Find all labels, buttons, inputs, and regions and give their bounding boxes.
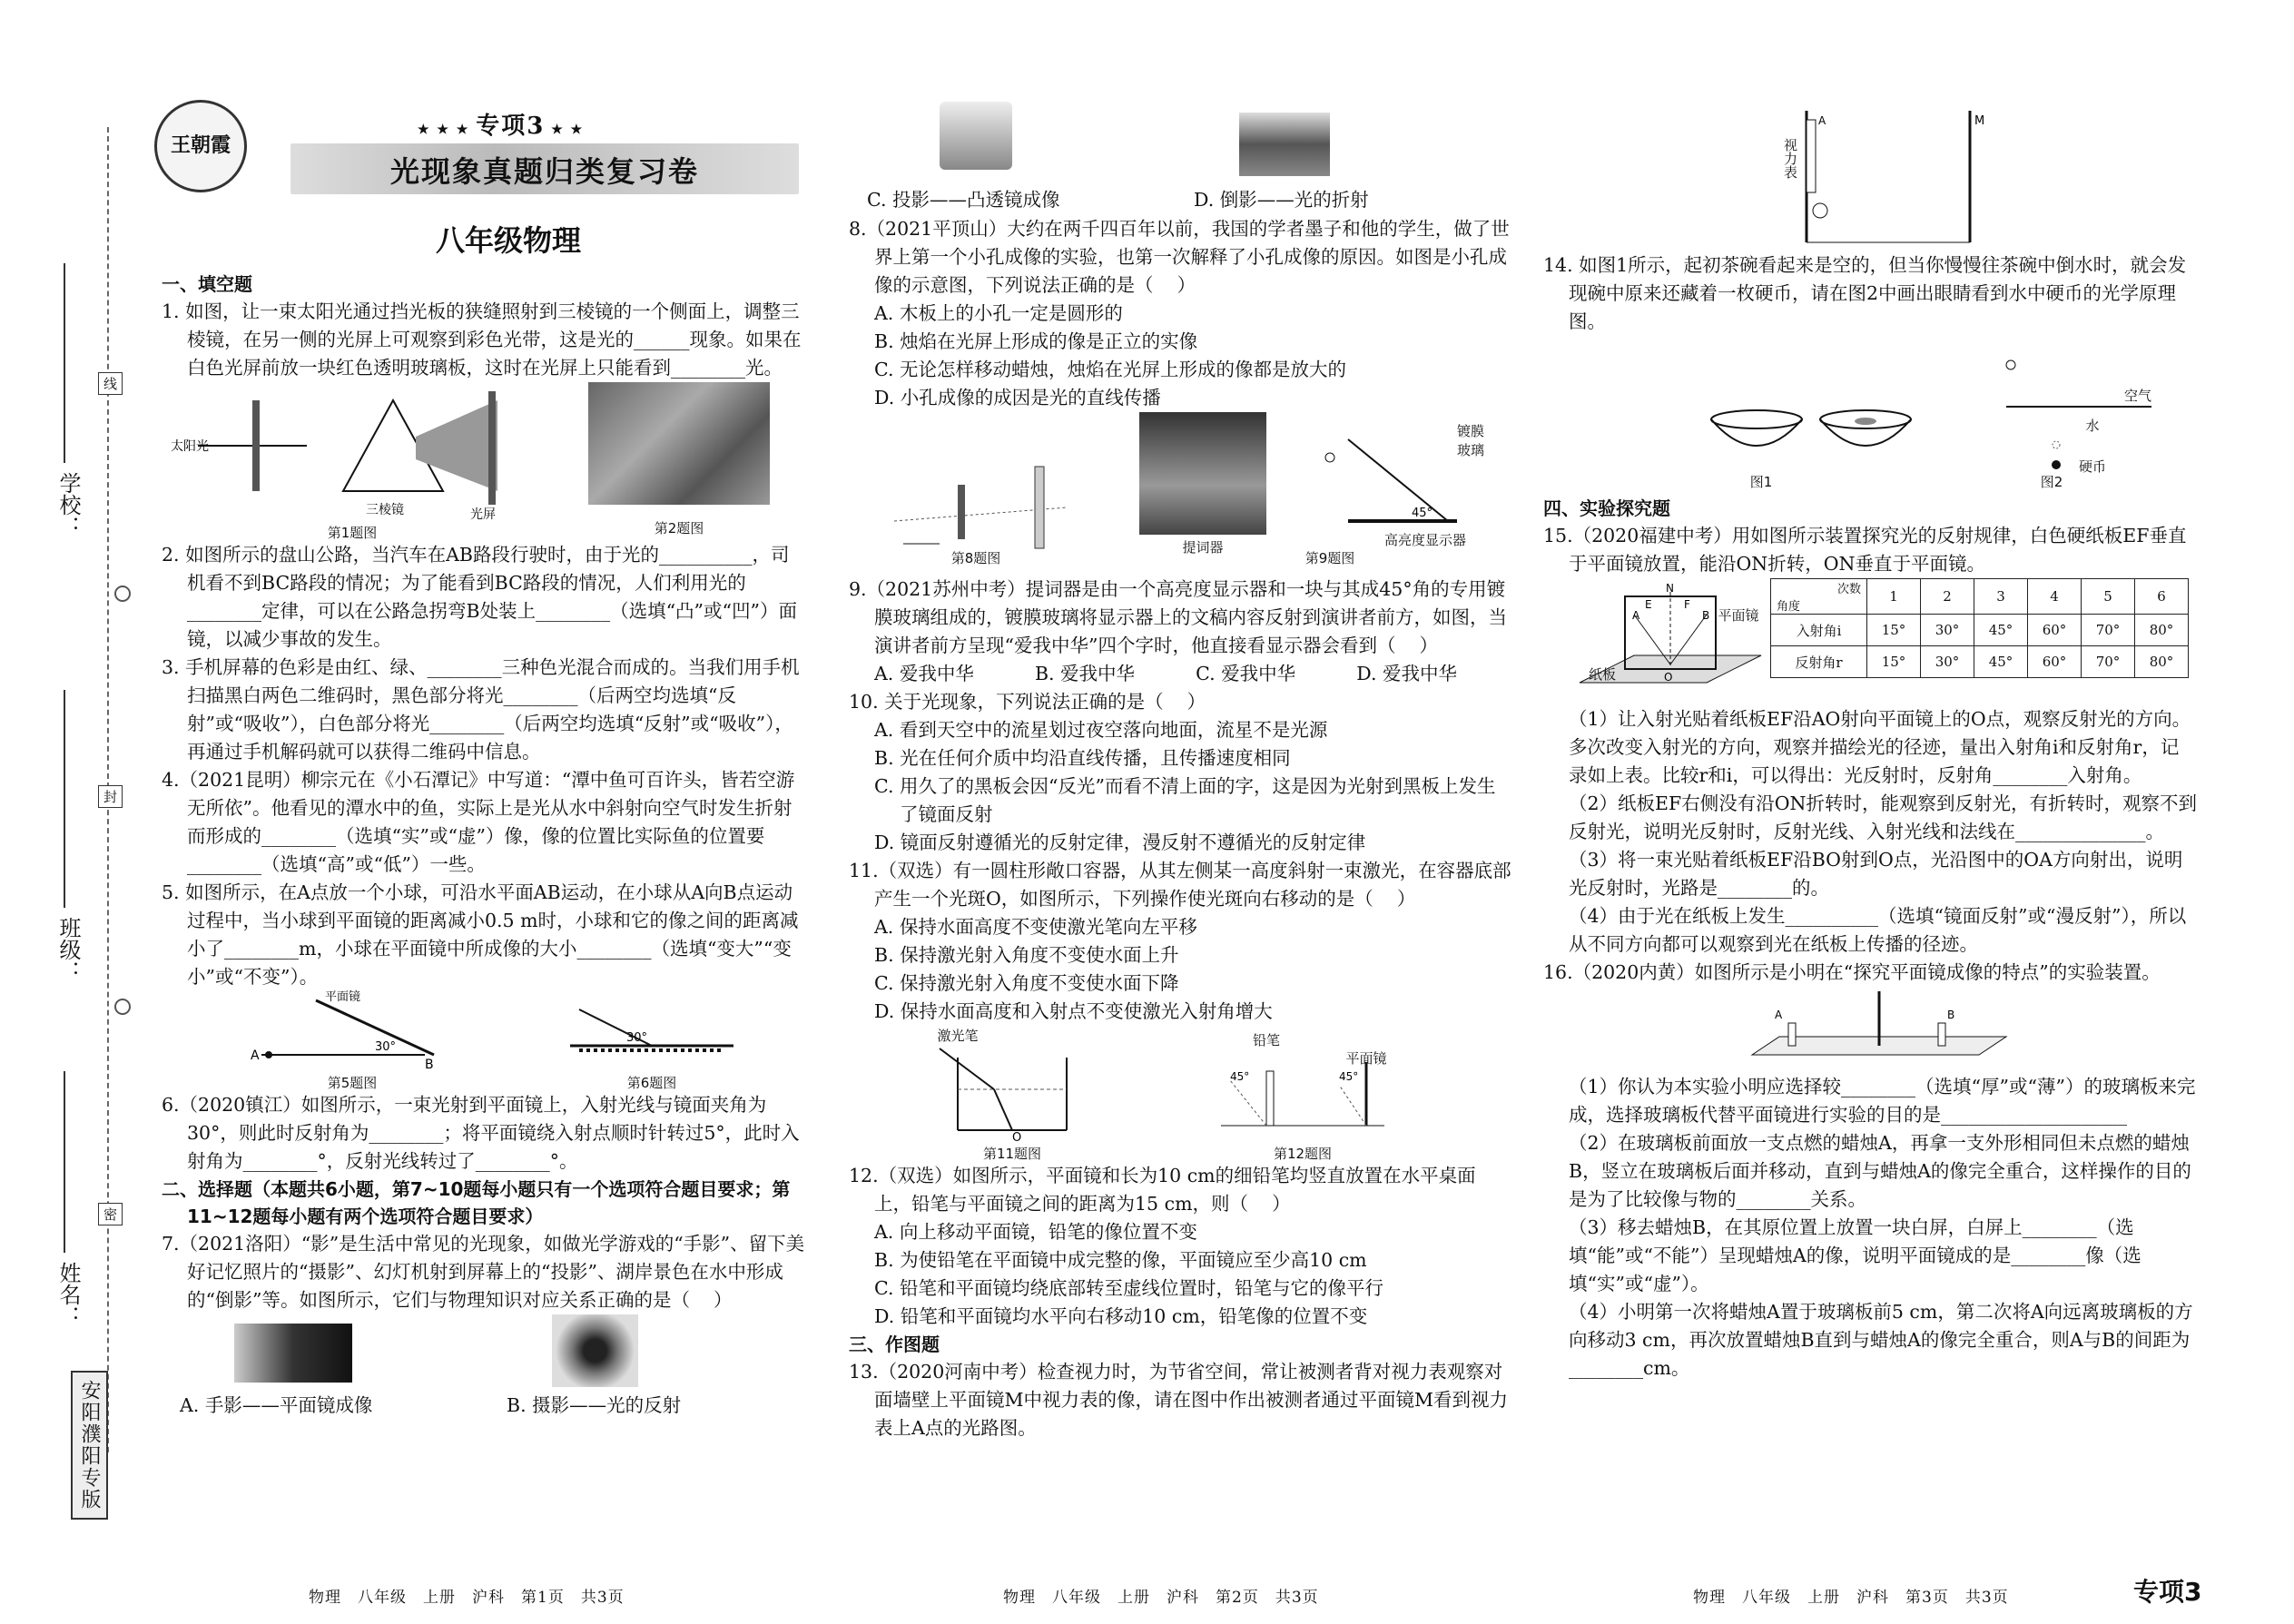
svg-text:45°: 45° (1339, 1070, 1359, 1083)
svg-text:B: B (425, 1058, 434, 1072)
figures-11-12 (849, 1026, 1511, 1162)
bowl-figure-1 (1707, 408, 1807, 463)
seal-mid: 封 (98, 785, 123, 808)
column-1 (162, 271, 806, 1423)
q7-option-a: A. 手影——平面镜成像 (180, 1394, 373, 1416)
figures-bowls (1543, 336, 2197, 495)
mirror-angle-diagram (561, 1000, 743, 1073)
svg-text:B: B (1947, 1009, 1955, 1021)
svg-text:A: A (1775, 1009, 1783, 1021)
question-8: 8.（2021平顶山）大约在两千四百年以前，我国的学者墨子和他的学生，做了世界上第一个小孔成像的实验，也第一次解释了小孔成像的原因。如图是小孔成像的示意图，下列说法正确的是（ ） (849, 218, 1510, 296)
q8-option-a: A. 木板上的小孔一定是圆形的 (874, 302, 1123, 324)
label-air: 空气 (2123, 388, 2151, 404)
svg-text:A: A (1818, 114, 1826, 127)
svg-text:45°: 45° (1412, 507, 1433, 520)
q9-option-d: D. 爱我中华 (1356, 663, 1457, 684)
question-14: 14. 如图1所示，起初茶碗看起来是空的，但当你慢慢往茶碗中倒水时，就会发现碗中原来还藏着一枚硬币，请在图2中画出眼睛看到水中硬币的光学原理图。 (1543, 254, 2187, 332)
svg-text:A: A (1632, 609, 1640, 622)
table-col-header: 1 (1867, 579, 1921, 615)
label-mirror: 平面镜 (325, 990, 361, 1004)
header (145, 91, 799, 263)
label-screen: 光屏 (470, 507, 496, 522)
table-cell: 80° (2135, 646, 2189, 678)
fig2-bowl-caption: 图2 (2040, 474, 2063, 490)
fig2-caption: 第2题图 (654, 520, 704, 536)
question-16-3: （3）移去蜡烛B，在其原位置上放置一块白屏，白屏上________（选填“能”或“不能”）呈现蜡烛A的像，说明平面镜成的是________像（选填“实”或“虚”）。 (1569, 1216, 2141, 1294)
q7-options-ab (162, 1314, 806, 1423)
question-11: 11.（双选）有一圆柱形敞口容器，从其左侧某一高度斜射一束激光，在容器底部产生一个光斑O，如图所示，下列操作使光斑向右移动的是（ ） (849, 860, 1511, 910)
eye-chart-diagram (1770, 102, 2006, 251)
question-15-4: （4）由于光在纸板上发生__________（选填“镜面反射”或“漫反射”），所以从不同方向都可以观察到光在纸板上传播的径迹。 (1569, 905, 2187, 955)
mirror-ball-diagram (234, 991, 461, 1073)
label-water: 水 (2085, 418, 2100, 434)
page-title: 光现象真题归类复习卷 (389, 154, 699, 189)
binding-hole-2 (114, 999, 131, 1015)
section-experiment: 四、实验探究题 (1543, 497, 1670, 519)
svg-text:O: O (1012, 1131, 1022, 1145)
prompter-photo (1139, 412, 1266, 535)
question-9: 9.（2021苏州中考）提词器是由一个高亮度显示器和一块与其成45°角的专用镀膜玻璃组成的，镀膜玻璃将显示器上的文稿内容反射到演讲者前方，如图，当演讲者前方呈现“爱我中华”四个字时，他直接看显示器会看到（ ） (849, 578, 1507, 656)
table-cell: 30° (1921, 646, 1974, 678)
table-cell: 15° (1867, 615, 1921, 646)
table-row (1771, 646, 2189, 678)
q8-option-b: B. 烛焰在光屏上形成的像是正立的实像 (874, 330, 1198, 352)
label-pencil: 铅笔 (1252, 1032, 1280, 1048)
question-15-3: （3）将一束光贴着纸板EF沿BO射到O点，光沿图中的OA方向射出，说明光反射时，光路是________的。 (1569, 849, 2183, 899)
table-row (1771, 615, 2189, 646)
name-label: 姓名： (55, 1262, 81, 1327)
q9-options (849, 660, 1511, 688)
q11-option-b: B. 保持激光射入角度不变使水面上升 (874, 944, 1179, 966)
prism-diagram (171, 382, 497, 522)
table-cell: 30° (1921, 615, 1974, 646)
label-card: 纸板 (1588, 666, 1616, 683)
badge-label: 专项3 (476, 113, 546, 140)
mountain-road-photo (588, 382, 770, 505)
q11-option-c: C. 保持激光射入角度不变使水面下降 (874, 972, 1179, 994)
footer-page-1: 物理 八年级 上册 沪科 第1页 共3页 (309, 1589, 625, 1607)
footer-page-3: 物理 八年级 上册 沪科 第3页 共3页 (1693, 1589, 2009, 1607)
q12-option-a: A. 向上移动平面镜，铅笔的像位置不变 (874, 1221, 1197, 1243)
footer-page-2: 物理 八年级 上册 沪科 第2页 共3页 (1003, 1589, 1319, 1607)
q7-option-d: D. 倒影——光的折射 (1194, 189, 1369, 211)
candle-apparatus (1743, 987, 2015, 1068)
table-cell: 80° (2135, 615, 2189, 646)
question-1: 1. 如图，让一束太阳光通过挡光板的狭缝照射到三棱镜的一个侧面上，调整三棱镜，在另一侧的光屏上可观察到彩色光带，这是光的______现象。如果在白色光屏前放一块红色透明玻璃板，这时在光屏上只能看到________光。 (162, 300, 802, 379)
svg-text:O: O (1664, 671, 1673, 684)
bowl-figure-2 (1816, 408, 1915, 463)
question-16-2: （2）在玻璃板前面放一支点燃的蜡烛A，再拿一支外形相同但未点燃的蜡烛B，竖立在玻璃板后面并移动，直到与蜡烛A的像完全重合，这样操作的目的是为了比较像与物的________关系。 (1569, 1132, 2191, 1210)
logo-text: 王朝霞 (170, 133, 231, 157)
fig1-caption: 第1题图 (327, 525, 378, 541)
footer-tag: 专项3 (2133, 1577, 2202, 1607)
question-2: 2. 如图所示的盘山公路，当汽车在AB路段行驶时，由于光的__________，司机看不到BC路段的情况；为了能看到BC路段的情况，人们利用光的________定律，可以在公路急拐弯B处装上________（选填“凸”或“凹”）面镜，以减少事故的发生。 (162, 544, 797, 650)
label-prompter: 提词器 (1182, 539, 1224, 556)
table-cell: 45° (1974, 615, 2028, 646)
svg-text:M: M (1974, 114, 1985, 128)
seal-top: 线 (98, 372, 123, 395)
edition-box: 安阳濮阳专版 (71, 1371, 108, 1520)
section-drawing: 三、作图题 (849, 1334, 940, 1355)
label-display: 高亮度显示器 (1383, 532, 1466, 548)
svg-text:F: F (1684, 598, 1690, 611)
class-label: 班级： (55, 917, 81, 982)
figures-1-2 (162, 382, 806, 541)
label-prism: 三棱镜 (366, 503, 404, 517)
question-4: 4.（2021昆明）柳宗元在《小石潭记》中写道：“潭中鱼可百许头，皆若空游无所依”。他看见的潭水中的鱼，实际上是光从水中斜射向空气时发生折射而形成的________（选填“实”或“虚”）像，像的位置比实际鱼的位置要________（选填“高”或“低”）一些。 (162, 769, 795, 875)
question-16-4: （4）小明第一次将蜡烛A置于玻璃板前5 cm，第二次将A向远离玻璃板的方向移动3 cm，再次放置蜡烛B直到与蜡烛A的像完全重合，则A与B的间距为________cm。 (1569, 1301, 2193, 1379)
reflection-setup (1543, 578, 2197, 705)
fig5-caption: 第5题图 (327, 1075, 378, 1091)
question-16-1: （1）你认为本实验小明应选择较________（选填“厚”或“薄”）的玻璃板来完成，选择玻璃板代替平面镜进行实验的目的是____________________ (1569, 1076, 2196, 1126)
table-cell: 70° (2082, 615, 2135, 646)
label-coin: 硬币 (2078, 458, 2106, 475)
q9-option-c: C. 爱我中华 (1196, 663, 1296, 684)
svg-text:30°: 30° (626, 1031, 648, 1045)
question-15-2: （2）纸板EF右侧没有沿ON折转时，能观察到反射光，有折转时，观察不到反射光，说明光反射时，反射光线、入射光线和法线在______________。 (1569, 792, 2197, 842)
q11-option-d: D. 保持水面高度和入射点不变使激光入射角增大 (874, 1000, 1273, 1022)
pinhole-diagram (885, 458, 1076, 557)
table-col-header: 5 (2082, 579, 2135, 615)
table-cell: 15° (1867, 646, 1921, 678)
eye-chart-figure (1543, 102, 2197, 251)
candle-setup (1543, 987, 2197, 1073)
badge-stars-right: ★ ★ (545, 123, 585, 137)
table-col-header: 3 (1974, 579, 2028, 615)
label-mirror-15: 平面镜 (1718, 607, 1759, 624)
hand-shadow-photo (234, 1324, 352, 1383)
seal-bottom: 密 (98, 1203, 123, 1225)
question-7: 7.（2021洛阳）“影”是生活中常见的光现象，如做光学游戏的“手影”、留下美好记忆照片的“摄影”、幻灯机射到屏幕上的“投影”、湖岸景色在水中形成的“倒影”等。如图所示，它们与物理知识对应关系正确的是（ ） (162, 1233, 805, 1311)
school-label: 学校： (55, 472, 81, 537)
refraction-figure (1988, 354, 2151, 472)
badge-stars-left: ★ ★ ★ (418, 123, 477, 137)
lake-reflection-photo (1239, 113, 1330, 176)
q8-option-c: C. 无论怎样移动蜡烛，烛焰在光屏上形成的像都是放大的 (874, 359, 1346, 380)
svg-text:B: B (1702, 609, 1710, 622)
row-label: 反射角r (1771, 646, 1867, 678)
label-eye-chart: 视力表 (1782, 138, 1798, 179)
q11-option-a: A. 保持水面高度不变使激光笔向左平移 (874, 916, 1197, 938)
label-coated-glass: 镀膜玻璃 (1456, 423, 1484, 458)
table-cell: 60° (2028, 646, 2082, 678)
table-corner (1771, 579, 1867, 615)
corner-top: 次数 (1836, 583, 1861, 596)
q12-option-b: B. 为使铅笔在平面镜中成完整的像，平面镜应至少高10 cm (874, 1249, 1367, 1271)
svg-text:45°: 45° (1230, 1070, 1250, 1083)
question-13: 13.（2020河南中考）检查视力时，为节省空间，常让被测者背对视力表观察对面墙壁上平面镜M中视力表的像，请在图中作出被测者通过平面镜M看到视力表上A点的光路图。 (849, 1361, 1508, 1439)
q10-option-c: C. 用久了的黑板会因“反光”而看不清上面的字，这是因为光射到黑板上发生了镜面反射 (874, 775, 1496, 825)
class-line (64, 690, 65, 908)
svg-text:N: N (1666, 582, 1674, 595)
question-3: 3. 手机屏幕的色彩是由红、绿、________三种色光混合而成的。当我们用手机扫描黑白两色二维码时，黑色部分将光________（后两空均选填“反射”或“吸收”），白色部分将光________（后两空均选填“反射”或“吸收”），再通过手机解码就可以获得二维码中信息。 (162, 656, 800, 763)
q9-option-a: A. 爱我中华 (874, 663, 974, 684)
label-sun: 太阳光 (171, 439, 209, 454)
fig8-caption: 第8题图 (950, 550, 1001, 566)
svg-text:E: E (1645, 598, 1652, 611)
q7-option-c: C. 投影——凸透镜成像 (867, 189, 1060, 211)
question-15: 15.（2020福建中考）用如图所示装置探究光的反射规律，白色硬纸板EF垂直于平面镜放置，能沿ON折转，ON垂直于平面镜。 (1543, 525, 2187, 575)
q7-option-b: B. 摄影——光的反射 (507, 1394, 682, 1416)
q7-options-cd (849, 102, 1511, 215)
fig9-caption: 第9题图 (1305, 550, 1355, 566)
question-16: 16.（2020内黄）如图所示是小明在“探究平面镜成像的特点”的实验装置。 (1543, 961, 2161, 983)
fig11-caption: 第11题图 (982, 1146, 1042, 1162)
logo (154, 100, 247, 192)
q10-option-d: D. 镜面反射遵循光的反射定律，漫反射不遵循光的反射定律 (874, 832, 1366, 853)
table-cell: 45° (1974, 646, 2028, 678)
question-6: 6.（2020镇江）如图所示，一束光射到平面镜上，入射光线与镜面夹角为30°，则此时反射角为________；将平面镜绕入射点顺时针转过5°，此时入射角为________°，反射光线转过了________°。 (162, 1094, 800, 1172)
section-fill-in: 一、填空题 (162, 273, 252, 295)
row-label: 入射角i (1771, 615, 1867, 646)
q10-option-b: B. 光在任何介质中均沿直线传播，且传播速度相同 (874, 747, 1291, 769)
projector-photo (940, 102, 1012, 170)
table-cell: 60° (2028, 615, 2082, 646)
table-col-header: 2 (1921, 579, 1974, 615)
question-15-1: （1）让入射光贴着纸板EF沿AO射向平面镜上的O点，观察反射光的方向。多次改变入射光的方向，观察并描绘光的径迹，量出入射角i和反射角r，记录如上表。比较r和i，可以得出：光反射时，反射角________入射角。 (1569, 708, 2191, 786)
binding-hole-1 (114, 586, 131, 602)
school-line (64, 263, 65, 463)
figures-8-9 (849, 412, 1511, 576)
fig6-caption: 第6题图 (626, 1075, 677, 1091)
label-laser: 激光笔 (937, 1028, 979, 1044)
corner-bottom: 角度 (1777, 600, 1801, 614)
camera-photo (552, 1314, 638, 1387)
svg-text:30°: 30° (375, 1040, 397, 1054)
section-choice: 二、选择题（本题共6小题，第7~10题每小题只有一个选项符合题目要求；第11~12题每小题有两个选项符合题目要求） (162, 1178, 791, 1227)
column-3 (1543, 102, 2197, 1383)
fig12-caption: 第12题图 (1273, 1146, 1333, 1162)
table-col-header: 6 (2135, 579, 2189, 615)
question-10: 10. 关于光现象，下列说法正确的是（ ） (849, 691, 1206, 713)
page-subtitle: 八年级物理 (435, 223, 581, 258)
question-12: 12.（双选）如图所示，平面镜和长为10 cm的细铅笔均竖直放置在水平桌面上，铅笔与平面镜之间的距离为15 cm，则（ ） (849, 1165, 1476, 1215)
q8-option-d: D. 小孔成像的成因是光的直线传播 (874, 387, 1161, 408)
figures-5-6 (162, 991, 806, 1091)
q9-option-b: B. 爱我中华 (1034, 663, 1136, 684)
label-mirror-12: 平面镜 (1345, 1050, 1387, 1067)
table-cell: 70° (2082, 646, 2135, 678)
badge (418, 107, 584, 141)
question-5: 5. 如图所示，在A点放一个小球，可沿水平面AB运动，在小球从A向B点运动过程中，当小球到平面镜的距离减小0.5 m时，小球和它的像之间的距离减小了________m，小球在平面镜中所成像的大小________（选填“变大”“变小”或“不变”）。 (162, 881, 799, 988)
binding-sidebar (0, 0, 127, 1624)
column-2 (849, 102, 1511, 1442)
q12-option-d: D. 铅笔和平面镜均水平向右移动10 cm，铅笔像的位置不变 (874, 1305, 1368, 1327)
svg-text:A: A (251, 1048, 260, 1063)
fig1-bowl-caption: 图1 (1749, 474, 1773, 490)
table-header-row (1771, 579, 2189, 615)
table-col-header: 4 (2028, 579, 2082, 615)
angle-table (1770, 578, 2189, 678)
q10-option-a: A. 看到天空中的流星划过夜空落向地面，流星不是光源 (874, 719, 1328, 741)
q12-option-c: C. 铅笔和平面镜均绕底部转至虚线位置时，铅笔与它的像平行 (874, 1277, 1383, 1299)
name-line (64, 1071, 65, 1253)
laser-container-diagram (921, 1030, 1085, 1145)
